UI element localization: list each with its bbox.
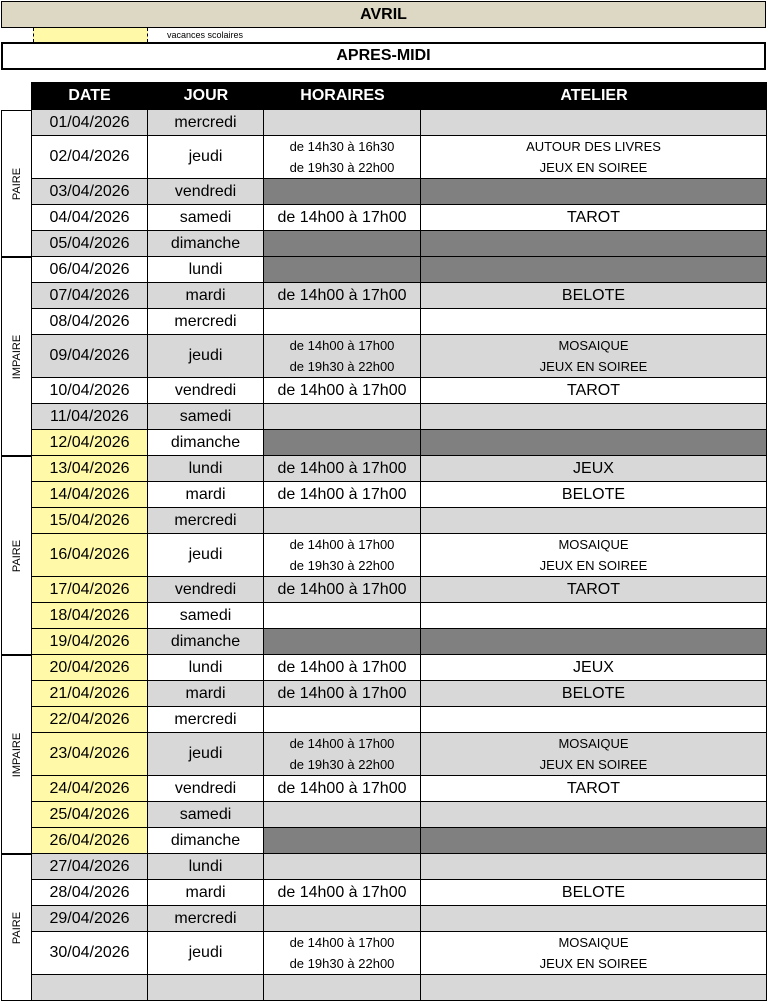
- atelier-line: MOSAIQUE: [558, 338, 629, 353]
- horaires-cell: [264, 975, 421, 1001]
- horaires-line: de 14h00 à 17h00: [289, 338, 395, 353]
- atelier-cell: TAROT: [421, 378, 767, 404]
- week-parity-label: PAIRE: [10, 167, 23, 200]
- week-parity-label: PAIRE: [10, 539, 23, 572]
- day-cell: mercredi: [148, 508, 264, 534]
- horaires-cell: [264, 257, 421, 283]
- date-cell: 20/04/2026: [31, 655, 148, 681]
- horaires-cell: de 14h00 à 17h00: [264, 776, 421, 802]
- atelier-cell: [421, 629, 767, 655]
- day-cell: dimanche: [148, 828, 264, 854]
- date-cell: 21/04/2026: [31, 681, 148, 707]
- date-cell: 08/04/2026: [31, 309, 148, 335]
- date-cell: 19/04/2026: [31, 629, 148, 655]
- day-cell: dimanche: [148, 430, 264, 456]
- table-row: [31, 205, 767, 231]
- horaires-cell: [264, 309, 421, 335]
- atelier-line: AUTOUR DES LIVRES: [526, 139, 661, 154]
- week-group: [1, 854, 31, 1001]
- horaires-line: de 14h30 à 16h30: [289, 139, 395, 154]
- table-row: [31, 707, 767, 733]
- table-row: [31, 854, 767, 880]
- atelier-cell: TAROT: [421, 205, 767, 231]
- date-cell: 27/04/2026: [31, 854, 148, 880]
- table-row: [31, 309, 767, 335]
- table-row: [31, 283, 767, 309]
- day-cell: vendredi: [148, 378, 264, 404]
- atelier-cell: [421, 975, 767, 1001]
- header-atelier: ATELIER: [560, 87, 628, 104]
- horaires-cell: [264, 629, 421, 655]
- atelier-cell: [421, 707, 767, 733]
- table-row: [31, 482, 767, 508]
- horaires-line: de 14h00 à 17h00: [289, 935, 395, 950]
- week-parity-label: IMPAIRE: [10, 732, 23, 777]
- date-cell: 05/04/2026: [31, 231, 148, 257]
- date-cell: 28/04/2026: [31, 880, 148, 906]
- horaires-cell: de 14h00 à 17h00: [264, 681, 421, 707]
- atelier-cell: [421, 179, 767, 205]
- table-row: [31, 776, 767, 802]
- day-cell: jeudi: [148, 733, 264, 776]
- atelier-cell: [421, 404, 767, 430]
- date-cell: 12/04/2026: [31, 430, 148, 456]
- atelier-cell: [421, 733, 767, 776]
- date-cell: [31, 975, 148, 1001]
- date-cell: 23/04/2026: [31, 733, 148, 776]
- day-cell: samedi: [148, 205, 264, 231]
- table-row: [31, 681, 767, 707]
- atelier-cell: TAROT: [421, 776, 767, 802]
- date-cell: 09/04/2026: [31, 335, 148, 378]
- horaires-cell: [264, 906, 421, 932]
- horaires-cell: de 14h00 à 17h00: [264, 456, 421, 482]
- horaires-cell: [264, 828, 421, 854]
- table-row: [31, 456, 767, 482]
- atelier-line: MOSAIQUE: [558, 935, 629, 950]
- day-cell: jeudi: [148, 335, 264, 378]
- horaires-cell: de 14h00 à 17h00: [264, 577, 421, 603]
- day-cell: mercredi: [148, 309, 264, 335]
- date-cell: 15/04/2026: [31, 508, 148, 534]
- horaires-cell: de 14h00 à 17h00: [264, 880, 421, 906]
- month-title: AVRIL: [1, 1, 766, 28]
- atelier-cell: [421, 802, 767, 828]
- date-cell: 25/04/2026: [31, 802, 148, 828]
- atelier-cell: [421, 854, 767, 880]
- date-cell: 10/04/2026: [31, 378, 148, 404]
- week-group: [1, 456, 31, 655]
- day-cell: vendredi: [148, 179, 264, 205]
- horaires-cell: de 14h00 à 17h00: [264, 205, 421, 231]
- table-header: [31, 82, 767, 110]
- school-holiday-legend-label: vacances scolaires: [167, 30, 244, 40]
- table-row: [31, 880, 767, 906]
- atelier-cell: [421, 110, 767, 136]
- horaires-cell: [264, 110, 421, 136]
- header-horaires: HORAIRES: [300, 87, 385, 104]
- week-group: [1, 655, 31, 854]
- date-cell: 14/04/2026: [31, 482, 148, 508]
- day-cell: dimanche: [148, 629, 264, 655]
- horaires-cell: [264, 231, 421, 257]
- atelier-cell: [421, 136, 767, 179]
- date-cell: 26/04/2026: [31, 828, 148, 854]
- horaires-line: de 19h30 à 22h00: [289, 558, 395, 573]
- table-row: [31, 430, 767, 456]
- table-row: [31, 231, 767, 257]
- day-cell: jeudi: [148, 534, 264, 577]
- day-cell: lundi: [148, 854, 264, 880]
- atelier-line: JEUX EN SOIREE: [539, 956, 648, 971]
- horaires-cell: [264, 136, 421, 179]
- table-row: [31, 733, 767, 776]
- date-cell: 06/04/2026: [31, 257, 148, 283]
- horaires-line: de 14h00 à 17h00: [289, 537, 395, 552]
- atelier-cell: [421, 231, 767, 257]
- table-row: [31, 257, 767, 283]
- day-cell: mercredi: [148, 906, 264, 932]
- table-row: [31, 179, 767, 205]
- day-cell: mardi: [148, 681, 264, 707]
- atelier-line: JEUX EN SOIREE: [539, 558, 648, 573]
- day-cell: mardi: [148, 283, 264, 309]
- table-row: [31, 932, 767, 975]
- atelier-line: MOSAIQUE: [558, 736, 629, 751]
- table-row: [31, 629, 767, 655]
- date-cell: 04/04/2026: [31, 205, 148, 231]
- horaires-cell: [264, 733, 421, 776]
- horaires-cell: [264, 854, 421, 880]
- horaires-line: de 19h30 à 22h00: [289, 359, 395, 374]
- date-cell: 30/04/2026: [31, 932, 148, 975]
- horaires-cell: [264, 534, 421, 577]
- day-cell: mardi: [148, 482, 264, 508]
- atelier-line: JEUX EN SOIREE: [539, 359, 648, 374]
- table-row: [31, 906, 767, 932]
- horaires-line: de 19h30 à 22h00: [289, 956, 395, 971]
- day-cell: dimanche: [148, 231, 264, 257]
- day-cell: jeudi: [148, 136, 264, 179]
- date-cell: 17/04/2026: [31, 577, 148, 603]
- day-cell: mardi: [148, 880, 264, 906]
- day-cell: [148, 975, 264, 1001]
- atelier-cell: [421, 335, 767, 378]
- date-cell: 01/04/2026: [31, 110, 148, 136]
- school-holiday-legend-swatch: [33, 28, 148, 42]
- day-cell: samedi: [148, 802, 264, 828]
- day-cell: vendredi: [148, 776, 264, 802]
- horaires-cell: [264, 179, 421, 205]
- atelier-cell: TAROT: [421, 577, 767, 603]
- table-row: [31, 655, 767, 681]
- day-cell: lundi: [148, 456, 264, 482]
- table-row: [31, 577, 767, 603]
- atelier-cell: [421, 906, 767, 932]
- atelier-cell: [421, 534, 767, 577]
- date-cell: 11/04/2026: [31, 404, 148, 430]
- horaires-cell: [264, 404, 421, 430]
- horaires-cell: [264, 335, 421, 378]
- atelier-cell: BELOTE: [421, 880, 767, 906]
- atelier-cell: BELOTE: [421, 681, 767, 707]
- table-row: [31, 335, 767, 378]
- day-cell: lundi: [148, 655, 264, 681]
- date-cell: 22/04/2026: [31, 707, 148, 733]
- day-cell: jeudi: [148, 932, 264, 975]
- atelier-cell: [421, 257, 767, 283]
- atelier-line: MOSAIQUE: [558, 537, 629, 552]
- table-row: [31, 802, 767, 828]
- horaires-cell: [264, 707, 421, 733]
- table-row: [31, 534, 767, 577]
- week-parity-label: PAIRE: [10, 911, 23, 944]
- atelier-line: JEUX EN SOIREE: [539, 757, 648, 772]
- table-row: [31, 136, 767, 179]
- atelier-cell: [421, 932, 767, 975]
- atelier-cell: [421, 603, 767, 629]
- day-cell: samedi: [148, 404, 264, 430]
- day-cell: lundi: [148, 257, 264, 283]
- period-title: APRES-MIDI: [1, 42, 766, 70]
- atelier-cell: [421, 430, 767, 456]
- atelier-line: JEUX EN SOIREE: [539, 160, 648, 175]
- table-row: [31, 975, 767, 1001]
- horaires-cell: de 14h00 à 17h00: [264, 482, 421, 508]
- date-cell: 07/04/2026: [31, 283, 148, 309]
- header-jour: JOUR: [183, 87, 229, 104]
- horaires-cell: de 14h00 à 17h00: [264, 655, 421, 681]
- date-cell: 29/04/2026: [31, 906, 148, 932]
- horaires-cell: [264, 932, 421, 975]
- date-cell: 02/04/2026: [31, 136, 148, 179]
- table-row: [31, 828, 767, 854]
- day-cell: vendredi: [148, 577, 264, 603]
- horaires-cell: [264, 802, 421, 828]
- atelier-cell: JEUX: [421, 456, 767, 482]
- horaires-line: de 14h00 à 17h00: [289, 736, 395, 751]
- atelier-cell: [421, 309, 767, 335]
- table-row: [31, 508, 767, 534]
- week-group: [1, 110, 31, 257]
- day-cell: mercredi: [148, 707, 264, 733]
- horaires-cell: de 14h00 à 17h00: [264, 378, 421, 404]
- atelier-cell: [421, 828, 767, 854]
- table-row: [31, 603, 767, 629]
- horaires-cell: [264, 508, 421, 534]
- atelier-cell: BELOTE: [421, 283, 767, 309]
- atelier-cell: BELOTE: [421, 482, 767, 508]
- horaires-cell: [264, 430, 421, 456]
- day-cell: samedi: [148, 603, 264, 629]
- table-row: [31, 404, 767, 430]
- horaires-line: de 19h30 à 22h00: [289, 160, 395, 175]
- header-date: DATE: [68, 87, 111, 104]
- table-row: [31, 378, 767, 404]
- date-cell: 24/04/2026: [31, 776, 148, 802]
- date-cell: 18/04/2026: [31, 603, 148, 629]
- week-parity-label: IMPAIRE: [10, 334, 23, 379]
- table-row: [31, 110, 767, 136]
- atelier-cell: JEUX: [421, 655, 767, 681]
- date-cell: 16/04/2026: [31, 534, 148, 577]
- date-cell: 03/04/2026: [31, 179, 148, 205]
- horaires-cell: de 14h00 à 17h00: [264, 283, 421, 309]
- week-group: [1, 257, 31, 456]
- date-cell: 13/04/2026: [31, 456, 148, 482]
- horaires-cell: [264, 603, 421, 629]
- atelier-cell: [421, 508, 767, 534]
- day-cell: mercredi: [148, 110, 264, 136]
- horaires-line: de 19h30 à 22h00: [289, 757, 395, 772]
